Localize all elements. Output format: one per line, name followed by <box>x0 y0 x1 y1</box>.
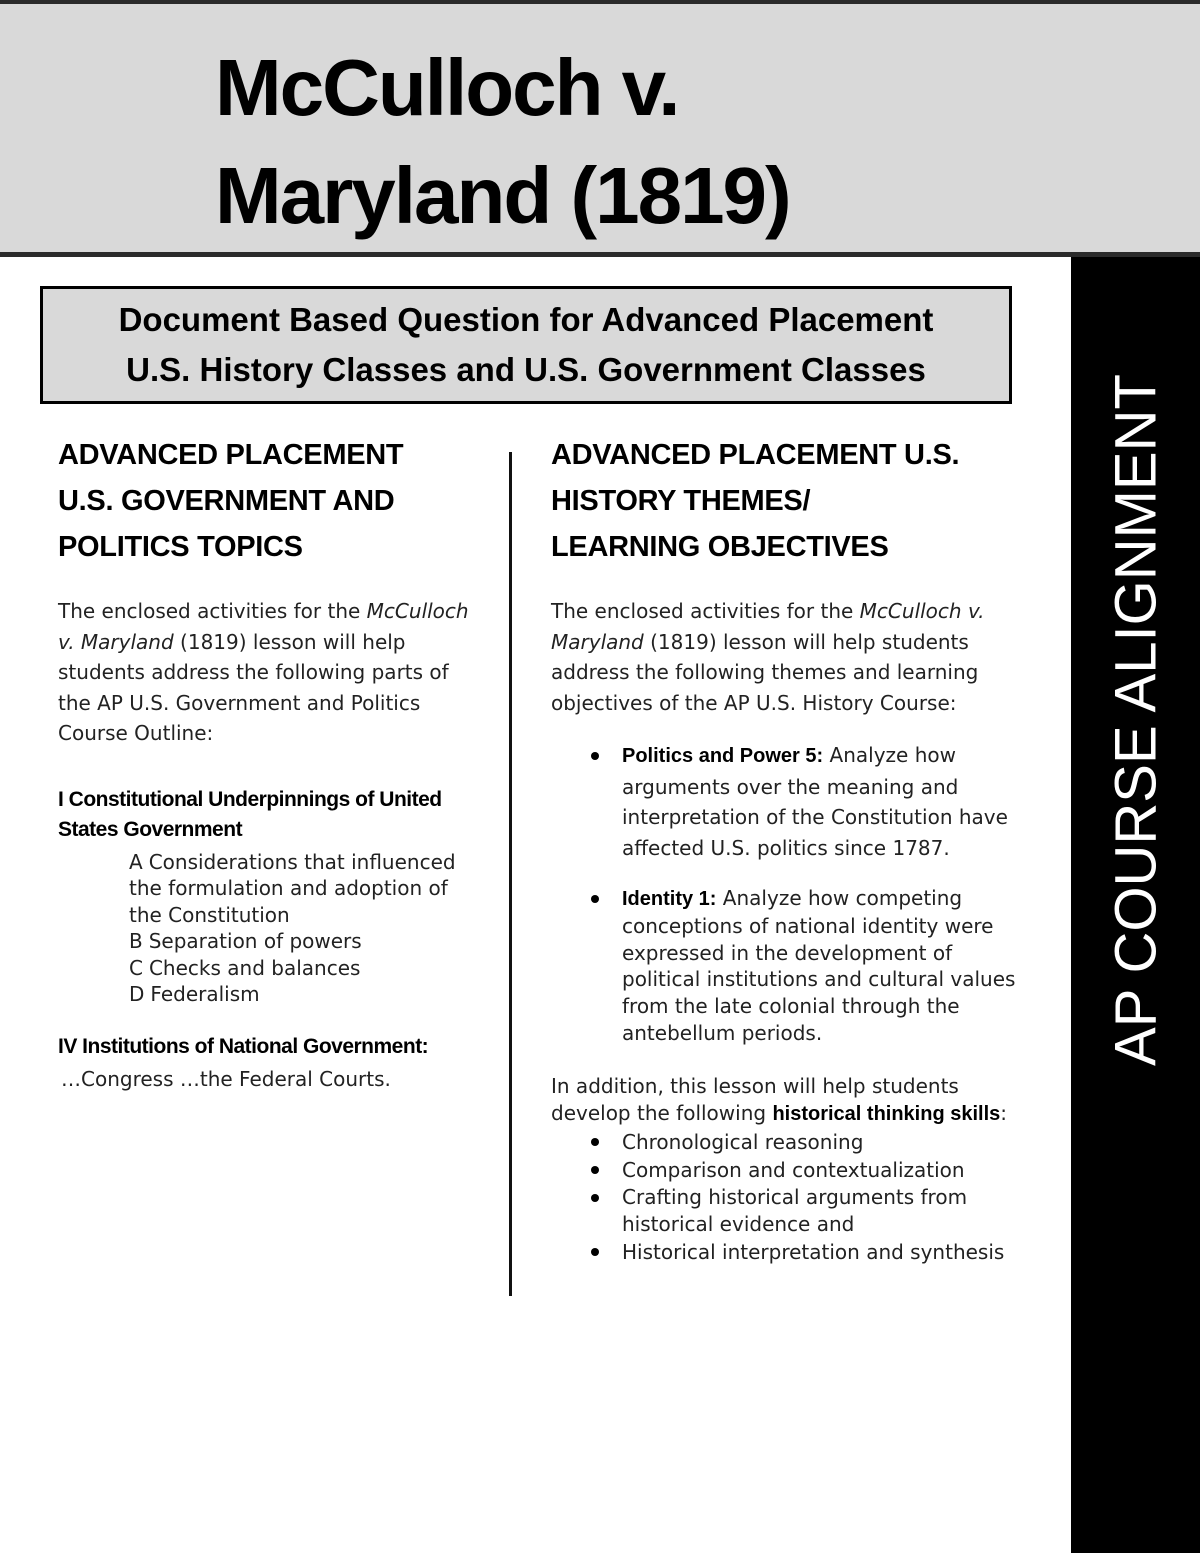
right-column <box>551 432 1021 1266</box>
left-heading-line: ADVANCED PLACEMENT <box>58 439 404 471</box>
list-item-letter: D <box>129 982 145 1006</box>
list-item-text: Federalism <box>150 982 260 1006</box>
skills-intro <box>551 1073 1021 1128</box>
objective-text: Analyze how competing conceptions of national identity were expressed in the development of political institutions and cultural values from the late colonial through the antebellum periods. <box>622 886 1016 1045</box>
right-heading-line: LEARNING OBJECTIVES <box>551 531 889 563</box>
page-title-line-2: Maryland (1819) <box>215 151 790 240</box>
topic-2-detail: …Congress …the Federal Courts. <box>61 1066 391 1091</box>
left-intro <box>58 596 478 749</box>
list-item-text: Checks and balances <box>148 955 361 980</box>
skills-intro-post: : <box>1000 1100 1008 1125</box>
objective-label: Identity 1: <box>622 888 717 910</box>
list-item-text: Considerations that influenced the formulation and adoption of the Constitution <box>129 849 456 927</box>
list-item <box>129 928 478 955</box>
page-title <box>215 34 790 250</box>
skills-intro-bold: historical thinking skills <box>772 1102 1001 1125</box>
right-intro <box>551 596 1021 718</box>
right-heading-line: HISTORY THEMES/ <box>551 485 811 517</box>
right-intro-case: McCulloch v. Maryland <box>551 599 985 654</box>
list-item-letter: A <box>129 849 143 874</box>
subtitle-line-2: U.S. History Classes and U.S. Government Classes <box>126 351 926 388</box>
left-intro-pre: The enclosed activities for the <box>58 599 367 623</box>
left-intro-case: McCulloch v. Maryland <box>58 599 469 654</box>
right-heading-line: ADVANCED PLACEMENT U.S. <box>551 439 960 471</box>
page-title-line-1: McCulloch v. <box>215 43 679 132</box>
list-item <box>551 740 1021 863</box>
side-banner-label: AP COURSE ALIGNMENT <box>1103 374 1169 1066</box>
left-column-heading <box>58 432 478 570</box>
objectives-list <box>551 740 1021 1047</box>
left-column <box>58 432 478 1094</box>
list-item <box>129 981 478 1008</box>
list-item <box>129 955 478 982</box>
list-item <box>129 849 478 929</box>
list-item: Crafting historical arguments from historical evidence and <box>551 1184 1021 1238</box>
left-heading-line: POLITICS TOPICS <box>58 531 303 563</box>
column-divider <box>509 452 512 1296</box>
subtitle-box <box>40 286 1012 404</box>
list-item: Historical interpretation and synthesis <box>551 1238 1021 1266</box>
skills-intro-pre: In addition, this lesson will help students develop the following <box>551 1073 959 1125</box>
subtitle-line-1: Document Based Question for Advanced Placement <box>118 301 934 338</box>
topic-1-list <box>129 849 478 1008</box>
list-item: Comparison and contextualization <box>551 1156 1021 1184</box>
list-item-text: Separation of powers <box>148 929 362 953</box>
topic-2-heading: IV Institutions of National Government: <box>58 1034 429 1058</box>
header-band <box>0 0 1200 257</box>
list-item-letter: B <box>129 929 143 953</box>
left-intro-post: (1819) lesson will help students address the following parts of the AP U.S. Government and Politics Course Outline: <box>58 629 449 745</box>
objective-text: Analyze how arguments over the meaning and interpretation of the Constitution have affected U.S. politics since 1787. <box>622 743 1008 860</box>
list-item-letter: C <box>129 955 143 980</box>
right-intro-post: (1819) lesson will help students address the following themes and learning objectives of the AP U.S. History Course: <box>551 629 979 715</box>
topic-1-heading: I Constitutional Underpinnings of United States Government <box>58 787 442 841</box>
skills-list <box>551 1128 1021 1266</box>
objective-label: Politics and Power 5: <box>622 745 824 767</box>
right-column-heading <box>551 432 1021 570</box>
list-item: Chronological reasoning <box>551 1128 1021 1156</box>
right-intro-pre: The enclosed activities for the <box>551 599 860 623</box>
left-heading-line: U.S. GOVERNMENT AND <box>58 485 395 517</box>
list-item <box>551 885 1021 1047</box>
